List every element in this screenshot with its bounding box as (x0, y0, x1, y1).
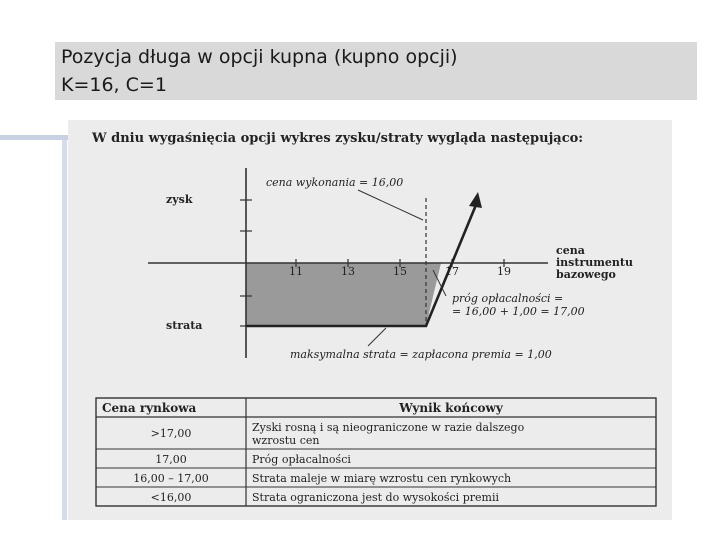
strike-leader (358, 190, 423, 220)
figure-caption: W dniu wygaśnięcia opcji wykres zysku/straty wygląda następująco: (92, 131, 584, 146)
x-label-line-3: bazowego (556, 268, 616, 281)
payoff-arrow-icon (469, 192, 482, 208)
y-label-loss: strata (166, 319, 203, 332)
table-cell-result: Próg opłacalności (252, 453, 351, 466)
table-cell-result: Strata ograniczona jest do wysokości premii (252, 491, 499, 504)
x-label-line-1: cena (556, 244, 585, 257)
table-cell-result: Strata maleje w miarę wzrostu cen rynkowych (252, 472, 512, 485)
annotation-strike: cena wykonania = 16,00 (266, 176, 404, 189)
x-tick-label: 13 (341, 265, 355, 278)
x-tick-label: 11 (289, 265, 303, 278)
annotation-max-loss: maksymalna strata = zapłacona premia = 1,00 (290, 348, 552, 361)
accent-bar-horizontal (0, 135, 68, 140)
table-cell-price: 17,00 (155, 453, 187, 466)
maxloss-leader (368, 328, 386, 346)
table-cell-result: Zyski rosną i są nieograniczone w razie dalszego (252, 421, 525, 434)
x-tick-label: 17 (445, 265, 459, 278)
table-cell-price: <16,00 (150, 491, 192, 504)
table-header-price: Cena rynkowa (102, 401, 197, 415)
scanned-figure (68, 120, 672, 520)
x-tick-label: 19 (497, 265, 511, 278)
x-tick-label: 15 (393, 265, 407, 278)
y-label-profit: zysk (166, 193, 193, 206)
slide-title-line-1: Pozycja długa w opcji kupna (kupno opcji) (61, 46, 458, 68)
table-cell-result-cont: wzrostu cen (252, 434, 320, 447)
accent-bar-vertical (62, 140, 67, 520)
slide-title (55, 42, 697, 100)
payoff-diagram-svg (68, 120, 672, 520)
slide-title-line-2: K=16, C=1 (61, 74, 167, 96)
x-label-line-2: instrumentu (556, 256, 633, 269)
table-cell-price: 16,00 – 17,00 (133, 472, 209, 485)
table-cell-price: >17,00 (150, 427, 192, 440)
annotation-breakeven-line-1: próg opłacalności = (452, 292, 564, 305)
summary-table (96, 398, 656, 506)
annotation-breakeven-line-2: = 16,00 + 1,00 = 17,00 (452, 305, 585, 318)
table-header-result: Wynik końcowy (399, 401, 503, 415)
